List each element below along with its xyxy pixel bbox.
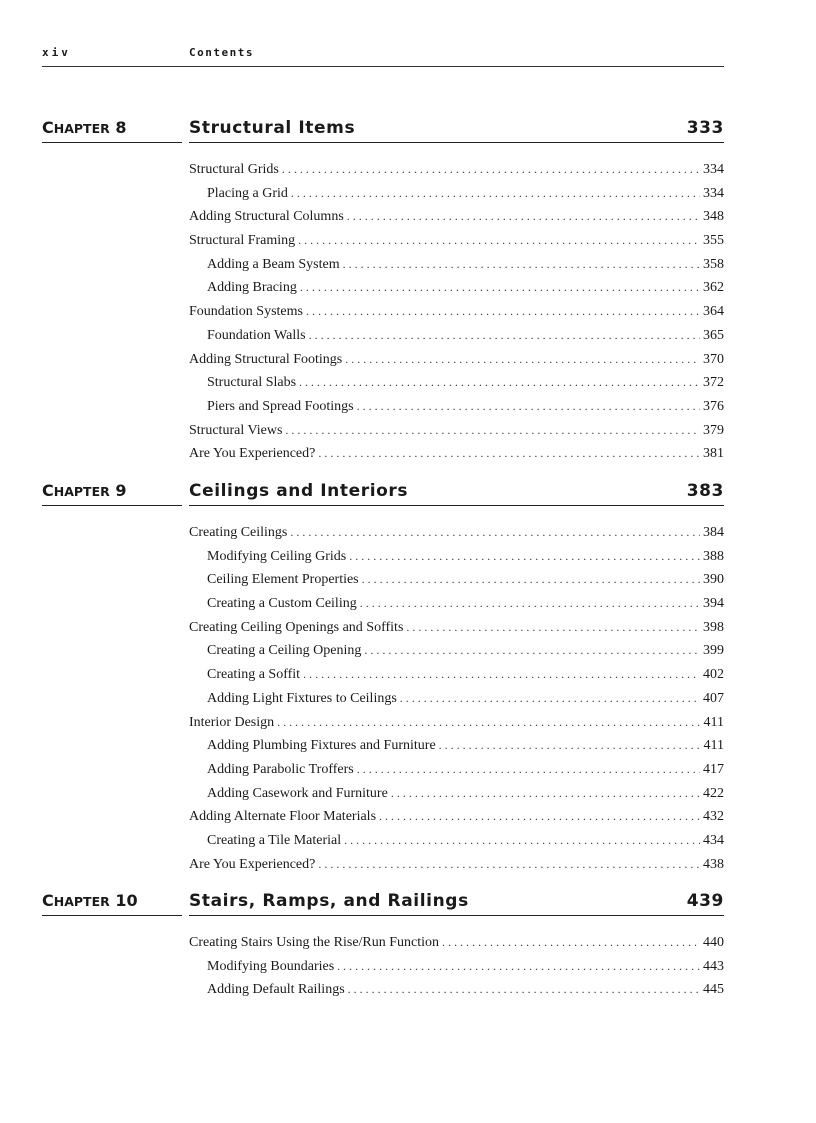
toc-entry-title: Creating a Ceiling Opening — [207, 643, 362, 659]
chapter-8 — [42, 117, 724, 466]
chapter-title[interactable]: Ceilings and Interiors — [189, 481, 409, 501]
toc-entry-title: Adding Casework and Furniture — [207, 785, 388, 801]
toc-entry-page: 334 — [703, 185, 724, 201]
dot-leader — [391, 782, 700, 806]
toc-entry-title: Structural Grids — [189, 162, 279, 177]
toc-entry[interactable] — [189, 616, 724, 640]
chapter-10 — [42, 890, 724, 1002]
chapter-page: 439 — [686, 891, 724, 911]
toc-entry-page: 388 — [703, 548, 724, 564]
dot-leader — [299, 371, 700, 395]
toc-entry-title: Creating a Tile Material — [207, 832, 342, 848]
toc-entry-title: Structural Views — [189, 422, 283, 438]
chapter-label: CHAPTER 9 — [42, 480, 182, 506]
toc-entry-page: 384 — [703, 525, 724, 540]
dot-leader — [406, 616, 700, 640]
toc-entry-page: 379 — [703, 422, 724, 438]
dot-leader — [379, 805, 700, 829]
toc-entry-title: Modifying Ceiling Grids — [207, 548, 347, 564]
toc-entry[interactable] — [189, 371, 724, 395]
dot-leader — [337, 955, 700, 979]
toc-entry-page: 445 — [703, 982, 724, 998]
toc-entry-page: 440 — [703, 935, 724, 950]
toc-entry[interactable] — [189, 978, 724, 1002]
dot-leader — [303, 663, 700, 687]
toc-entry-title: Modifying Boundaries — [207, 958, 335, 974]
toc-entry[interactable] — [189, 663, 724, 687]
toc-entry[interactable] — [189, 521, 724, 545]
toc-entry[interactable] — [189, 639, 724, 663]
toc-entry-page: 443 — [703, 958, 724, 974]
toc-entry-page: 432 — [703, 809, 724, 825]
toc-entry[interactable] — [189, 853, 724, 877]
toc-entry[interactable] — [189, 158, 724, 182]
chapter-number: 10 — [115, 891, 138, 910]
toc-entry[interactable] — [189, 592, 724, 616]
toc-entry-title: Ceiling Element Properties — [207, 572, 359, 588]
toc-entry-title: Are You Experienced? — [189, 446, 316, 462]
toc-entry-page: 407 — [703, 690, 724, 706]
dot-leader — [345, 348, 700, 372]
toc-entry-title: Are You Experienced? — [189, 856, 316, 872]
toc-entry[interactable] — [189, 205, 724, 229]
dot-leader — [318, 442, 700, 466]
toc-entry[interactable] — [189, 782, 724, 806]
dot-leader — [277, 711, 700, 735]
toc-entry-title: Creating Ceilings — [189, 525, 288, 540]
toc-entry-title: Adding Structural Footings — [189, 351, 343, 367]
toc-entry-title: Foundation Walls — [207, 327, 306, 343]
toc-entry-page: 394 — [703, 596, 724, 612]
dot-leader — [318, 853, 700, 877]
running-head — [42, 44, 724, 67]
chapter-title[interactable]: Stairs, Ramps, and Railings — [189, 891, 469, 911]
chapter-label: CHAPTER 8 — [42, 117, 182, 143]
toc-entry-page: 365 — [703, 327, 724, 343]
toc-entry-title: Creating Ceiling Openings and Soffits — [189, 619, 404, 635]
toc-entry-page: 402 — [703, 667, 724, 683]
dot-leader — [309, 324, 700, 348]
toc-entry-page: 348 — [703, 209, 724, 225]
dot-leader — [306, 300, 700, 324]
dot-leader — [400, 687, 700, 711]
toc-entry[interactable] — [189, 687, 724, 711]
dot-leader — [344, 829, 700, 853]
toc-entry-title: Structural Slabs — [207, 375, 297, 391]
toc-entry-title: Creating Stairs Using the Rise/Run Function — [189, 935, 440, 950]
toc-entry-title: Piers and Spread Footings — [207, 398, 354, 414]
toc-entry-title: Foundation Systems — [189, 304, 303, 320]
dot-leader — [362, 568, 700, 592]
toc-entry[interactable] — [189, 568, 724, 592]
toc-entry-title: Placing a Grid — [207, 185, 288, 201]
toc-entry-title: Adding Bracing — [207, 280, 297, 296]
toc-entry-title: Adding Light Fixtures to Ceilings — [207, 690, 397, 706]
page-folio: xiv — [42, 46, 71, 59]
dot-leader — [439, 734, 701, 758]
toc-entry-page: 434 — [703, 832, 724, 848]
toc-entry-page: 390 — [703, 572, 724, 588]
toc-entry-page: 372 — [703, 375, 724, 391]
toc-entry-title: Interior Design — [189, 714, 275, 730]
chapter-9 — [42, 480, 724, 876]
toc-entry[interactable] — [189, 931, 724, 955]
chapter-heading — [42, 890, 724, 918]
dot-leader — [285, 419, 700, 443]
dot-leader — [300, 276, 700, 300]
toc-entry-title: Adding Default Railings — [207, 982, 345, 998]
chapter-title[interactable]: Structural Items — [189, 118, 356, 138]
toc-entry-page: 381 — [703, 446, 724, 462]
toc-entry-page: 334 — [703, 162, 724, 177]
toc-entry[interactable] — [189, 711, 724, 735]
toc-entry[interactable] — [189, 758, 724, 782]
dot-leader — [360, 592, 700, 616]
toc-entry[interactable] — [189, 253, 724, 277]
toc-entry-page: 411 — [703, 738, 724, 754]
toc-entry-page: 399 — [703, 643, 724, 659]
toc-entries — [42, 158, 724, 466]
toc-entry[interactable] — [189, 229, 724, 253]
dot-leader — [291, 182, 700, 206]
dot-leader — [357, 395, 700, 419]
toc-entry-page: 422 — [703, 785, 724, 801]
dot-leader — [343, 253, 700, 277]
running-title: Contents — [189, 46, 254, 59]
dot-leader — [282, 158, 700, 182]
toc-entry-page: 438 — [703, 856, 724, 872]
toc-entries — [42, 521, 724, 876]
toc-entry[interactable] — [189, 324, 724, 348]
chapter-number: 8 — [115, 118, 127, 137]
toc-entry-title: Adding a Beam System — [207, 256, 340, 272]
toc-entry[interactable] — [189, 182, 724, 206]
chapter-label: CHAPTER 10 — [42, 890, 182, 916]
toc-entry[interactable] — [189, 276, 724, 300]
toc-entry-page: 376 — [703, 398, 724, 414]
toc-entry-title: Adding Alternate Floor Materials — [189, 809, 377, 825]
dot-leader — [347, 205, 700, 229]
dot-leader — [348, 978, 700, 1002]
toc-entry[interactable] — [189, 829, 724, 853]
toc-entry-page: 355 — [703, 233, 724, 249]
toc-entry-page: 358 — [703, 256, 724, 272]
toc-entry-title: Creating a Soffit — [207, 667, 301, 683]
chapter-page: 333 — [686, 118, 724, 138]
toc-entry[interactable] — [189, 419, 724, 443]
toc-entry[interactable] — [189, 300, 724, 324]
toc-entry[interactable] — [189, 545, 724, 569]
toc-entry-page: 362 — [703, 280, 724, 296]
toc-entry-title: Adding Parabolic Troffers — [207, 761, 354, 777]
toc-entry[interactable] — [189, 442, 724, 466]
toc-entry[interactable] — [189, 734, 724, 758]
dot-leader — [298, 229, 700, 253]
dot-leader — [442, 931, 700, 955]
toc-entry[interactable] — [189, 395, 724, 419]
dot-leader — [357, 758, 700, 782]
chapter-heading — [42, 117, 724, 145]
dot-leader — [290, 521, 700, 545]
toc-entry-title: Structural Framing — [189, 233, 296, 249]
toc-entry-page: 411 — [703, 714, 724, 730]
toc-entry[interactable] — [189, 348, 724, 372]
toc-entry[interactable] — [189, 955, 724, 979]
chapter-page: 383 — [686, 481, 724, 501]
dot-leader — [349, 545, 700, 569]
toc-entry-title: Adding Plumbing Fixtures and Furniture — [207, 738, 436, 754]
toc-entry-page: 370 — [703, 351, 724, 367]
toc-entry-page: 364 — [703, 304, 724, 320]
toc-entry-page: 417 — [703, 761, 724, 777]
toc-entry-title: Adding Structural Columns — [189, 209, 344, 225]
toc-entry[interactable] — [189, 805, 724, 829]
dot-leader — [364, 639, 700, 663]
toc-entry-title: Creating a Custom Ceiling — [207, 596, 357, 612]
toc-entries — [42, 931, 724, 1002]
chapter-number: 9 — [115, 481, 127, 500]
toc-entry-page: 398 — [703, 619, 724, 635]
chapter-heading — [42, 480, 724, 508]
